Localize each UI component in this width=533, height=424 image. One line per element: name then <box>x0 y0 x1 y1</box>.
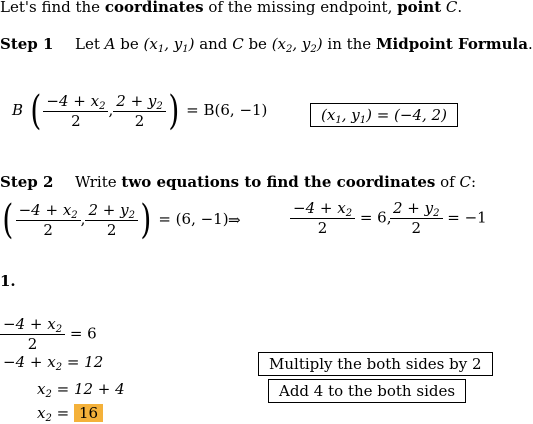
step1-equation: B ( $\frac{-4 + x_2}{2}$ , $\frac{2 + y_2}{2}$ ) = B(6, −1) <box>12 88 268 134</box>
step2-header <box>0 173 53 191</box>
frac-denominator: 2 <box>113 111 166 130</box>
frac-denominator: 2 <box>290 218 355 237</box>
step2-eq1 <box>290 200 392 237</box>
step2-frac2 <box>85 202 138 239</box>
part1-line4 <box>37 404 103 422</box>
step2-text1: Write <box>75 173 122 191</box>
step1-frac2 <box>113 93 166 130</box>
part1-line4-lhs: $x_2$ = <box>37 404 70 424</box>
step2-eq2-rhs: = −1 <box>447 208 487 227</box>
part1-line3: $x_2 = 12 + 4$ <box>37 380 125 400</box>
step1-text5: in the <box>322 35 376 53</box>
frac-numerator: $2 + y_2$ <box>88 200 135 221</box>
frac-denominator: 2 <box>43 111 108 130</box>
hint-multiply-box: Multiply the both sides by 2 <box>258 352 493 376</box>
frac-numerator: $-4 + x_2$ <box>3 315 63 335</box>
step1-var-a: A <box>104 35 116 53</box>
step1-given-box: ($x_1$, $y_1) = (-4$, 2) <box>310 103 458 127</box>
intro-text-2: of the missing endpoint, <box>203 0 398 16</box>
frac-numerator: $-4 + x_2$ <box>18 200 78 221</box>
step1-var-c: C <box>232 35 244 53</box>
frac-numerator: $-4 + x_2$ <box>293 199 353 219</box>
part1-label: 1. <box>0 272 16 290</box>
step1-text3: and <box>194 35 233 53</box>
step2-equation: ( $\frac{-4 + x_2}{2}$ , $\frac{2 + y_2}{2}$ ) = (6, −1) <box>2 197 229 243</box>
step1-text4: be <box>243 35 272 53</box>
left-paren: ( <box>30 88 42 134</box>
step2-eq1-frac <box>290 200 355 237</box>
step2-colon: : <box>470 173 477 191</box>
step1-coords-a: ($x_1$, $y_1$) <box>143 35 195 55</box>
frac-numerator: $-4 + x_2$ <box>46 91 106 112</box>
part1-line2: $-4 + x_2 = 12$ <box>3 353 104 373</box>
frac-denominator: 2 <box>390 218 443 237</box>
step2-frac1 <box>16 202 81 239</box>
step1-text2: be <box>115 35 144 53</box>
part1-line1-rhs: = 6 <box>69 324 97 343</box>
step2-eq1-rhs: = 6, <box>359 208 392 227</box>
part1-line1 <box>0 316 97 353</box>
step1-label: Step 1 <box>0 35 54 53</box>
step2-eq2 <box>390 200 487 237</box>
step1-text <box>75 35 533 53</box>
frac-denominator: 2 <box>16 220 81 239</box>
intro-bold-coordinates: coordinates <box>104 0 204 16</box>
step2-text <box>75 173 476 191</box>
part1-frac <box>0 316 65 353</box>
step1-header <box>0 35 53 53</box>
intro-line <box>0 0 462 16</box>
step2-rhs: = (6, −1) <box>158 210 229 228</box>
step1-frac1 <box>43 93 108 130</box>
intro-bold-point: point <box>397 0 442 16</box>
step1-rhs: = B(6, −1) <box>186 101 268 119</box>
intro-period: . <box>457 0 463 16</box>
answer-highlight: 16 <box>74 404 103 422</box>
intro-text: Let's find the <box>0 0 105 16</box>
step1-text1: Let <box>75 35 105 53</box>
step2-bold: two equations to find the coordinates <box>121 173 436 191</box>
frac-denominator: 2 <box>0 334 65 353</box>
left-paren: ( <box>2 197 14 243</box>
step1-period: . <box>527 35 533 53</box>
step2-label: Step 2 <box>0 173 54 191</box>
step1-coords-c: ($x_2$, $y_2$) <box>271 35 323 55</box>
right-paren: ) <box>168 88 180 134</box>
step2-eq2-frac <box>390 200 443 237</box>
right-paren: ) <box>140 197 152 243</box>
step2-text2: of <box>435 173 460 191</box>
step2-var-c: C <box>459 173 471 191</box>
step1-lhs-var: B <box>12 101 24 119</box>
step1-bold-midpoint: Midpoint Formula <box>375 35 528 53</box>
intro-var-c: C <box>445 0 458 16</box>
hint-add-box: Add 4 to the both sides <box>268 379 466 403</box>
frac-numerator: $2 + y_2$ <box>116 91 163 112</box>
implies-arrow: ⇒ <box>228 211 241 229</box>
frac-numerator: $2 + y_2$ <box>393 199 440 219</box>
frac-denominator: 2 <box>85 220 138 239</box>
